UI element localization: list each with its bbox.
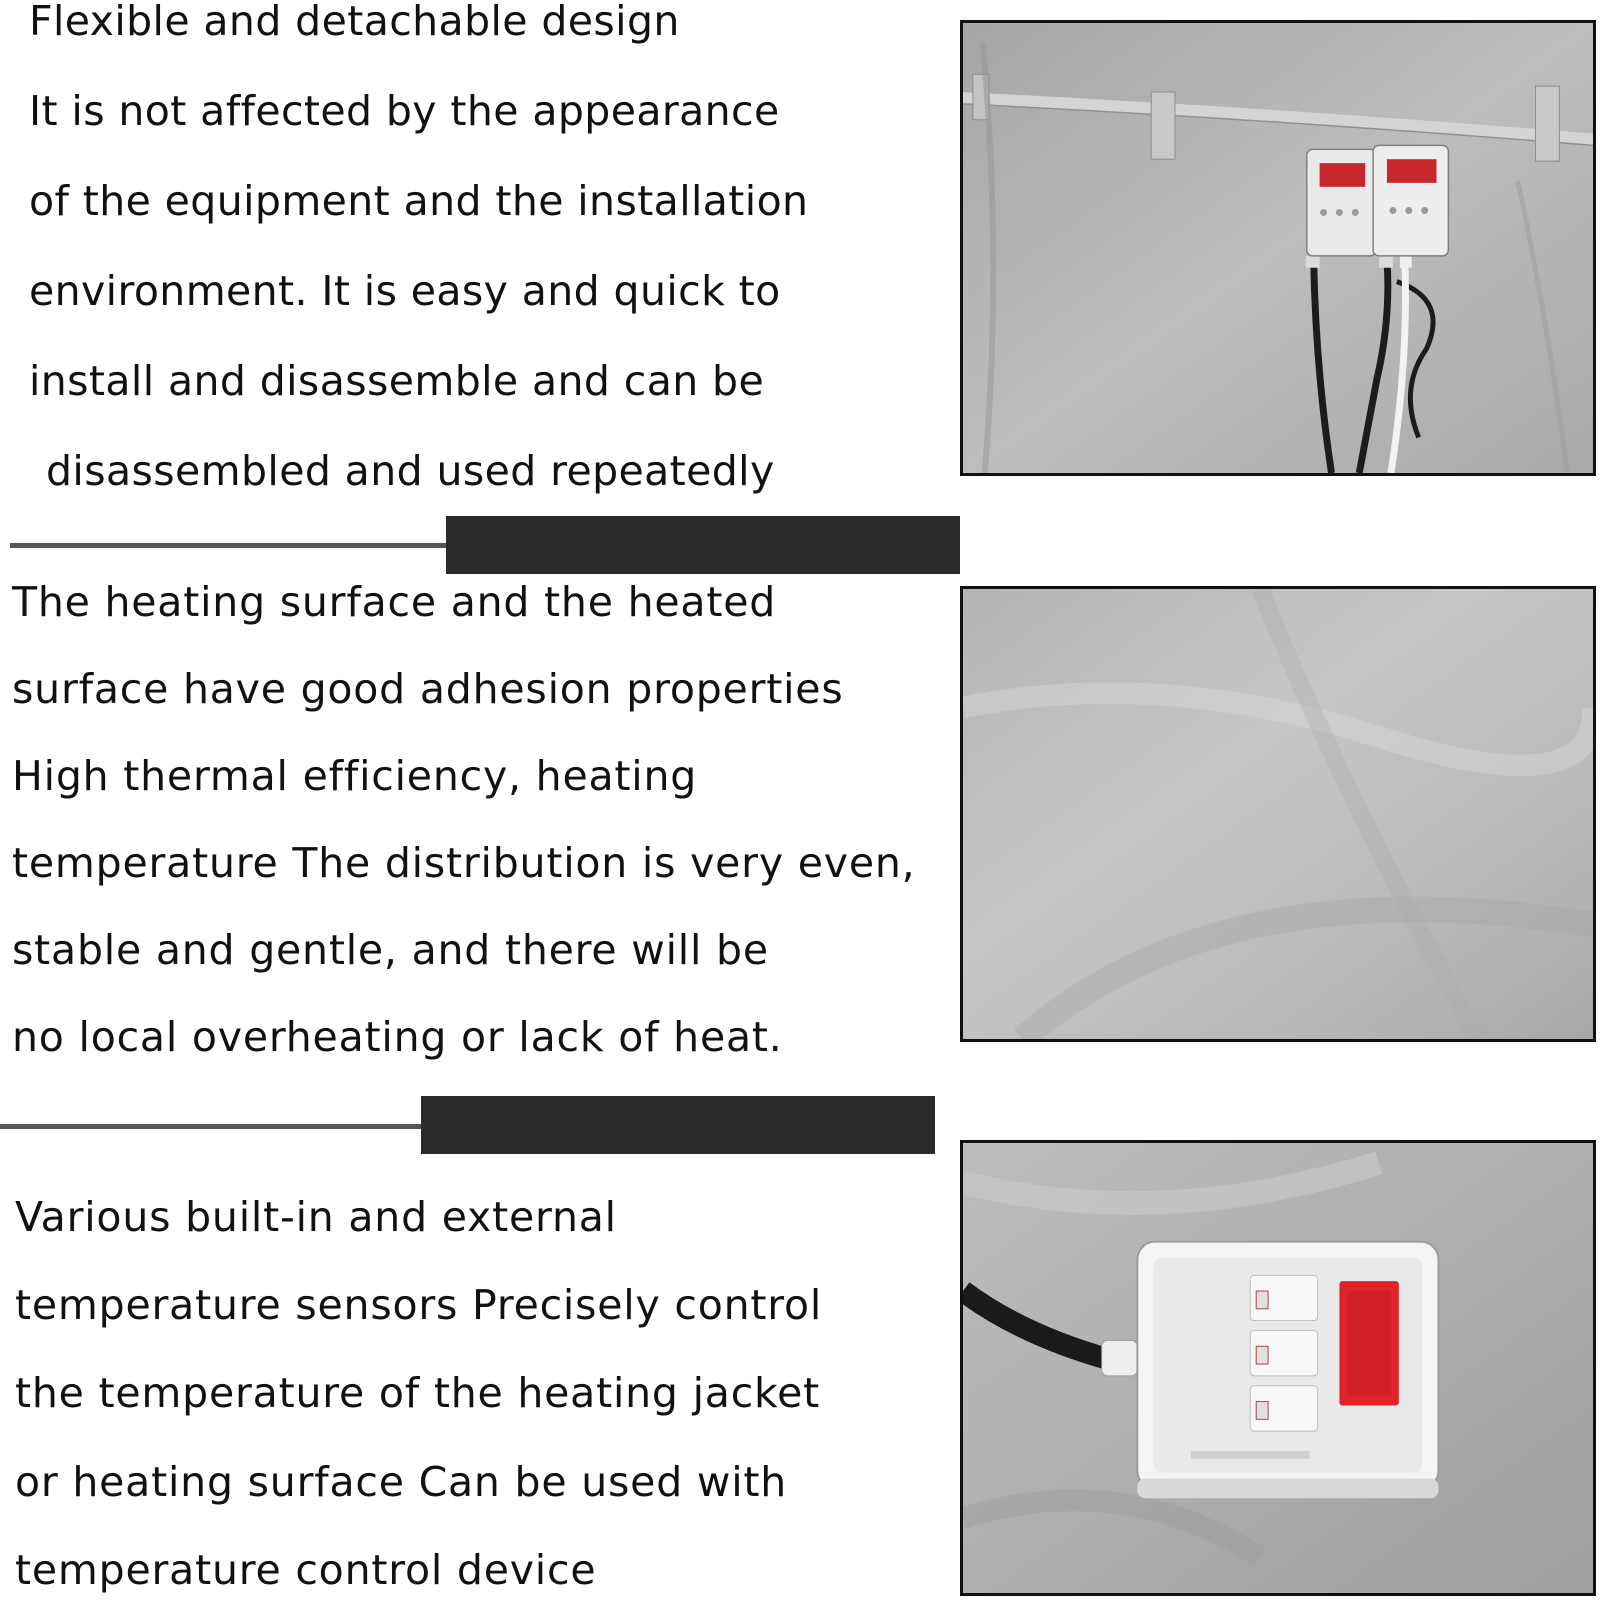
- section3-text-line: temperature sensors Precisely control: [15, 1281, 823, 1329]
- divider-line: [0, 1124, 430, 1129]
- product-photo-jacket-with-controllers: [960, 20, 1596, 476]
- product-photo-temperature-controller: [960, 1140, 1596, 1596]
- section1-text-line: install and disassemble and can be: [29, 357, 765, 405]
- fabric-texture-illustration: [963, 589, 1593, 1039]
- section1-text-line: environment. It is easy and quick to: [29, 267, 781, 315]
- divider-line: [10, 543, 450, 548]
- section2-text-line: temperature The distribution is very even,: [12, 839, 916, 887]
- section1-heading: Flexible and detachable design: [29, 0, 680, 45]
- section3-text-line: the temperature of the heating jacket: [15, 1369, 821, 1417]
- section2-text-line: surface have good adhesion properties: [12, 665, 844, 713]
- divider-bar: [421, 1096, 935, 1154]
- product-photo-fabric-surface: [960, 586, 1596, 1042]
- section2-text-line: no local overheating or lack of heat.: [12, 1013, 783, 1061]
- jacket-controller-illustration: [963, 23, 1593, 473]
- section3-heading: Various built-in and external: [15, 1193, 617, 1241]
- section1-text-line: It is not affected by the appearance: [29, 87, 780, 135]
- section2-text-line: stable and gentle, and there will be: [12, 926, 769, 974]
- section2-heading: The heating surface and the heated: [12, 578, 777, 626]
- section2-text-line: High thermal efficiency, heating: [12, 752, 698, 800]
- section3-text-line: temperature control device: [15, 1546, 597, 1594]
- section1-text-line: of the equipment and the installation: [29, 177, 809, 225]
- section3-text-line: or heating surface Can be used with: [15, 1458, 788, 1506]
- controller-illustration: [963, 1143, 1593, 1593]
- divider-bar: [446, 516, 960, 574]
- section1-text-line: disassembled and used repeatedly: [46, 447, 775, 495]
